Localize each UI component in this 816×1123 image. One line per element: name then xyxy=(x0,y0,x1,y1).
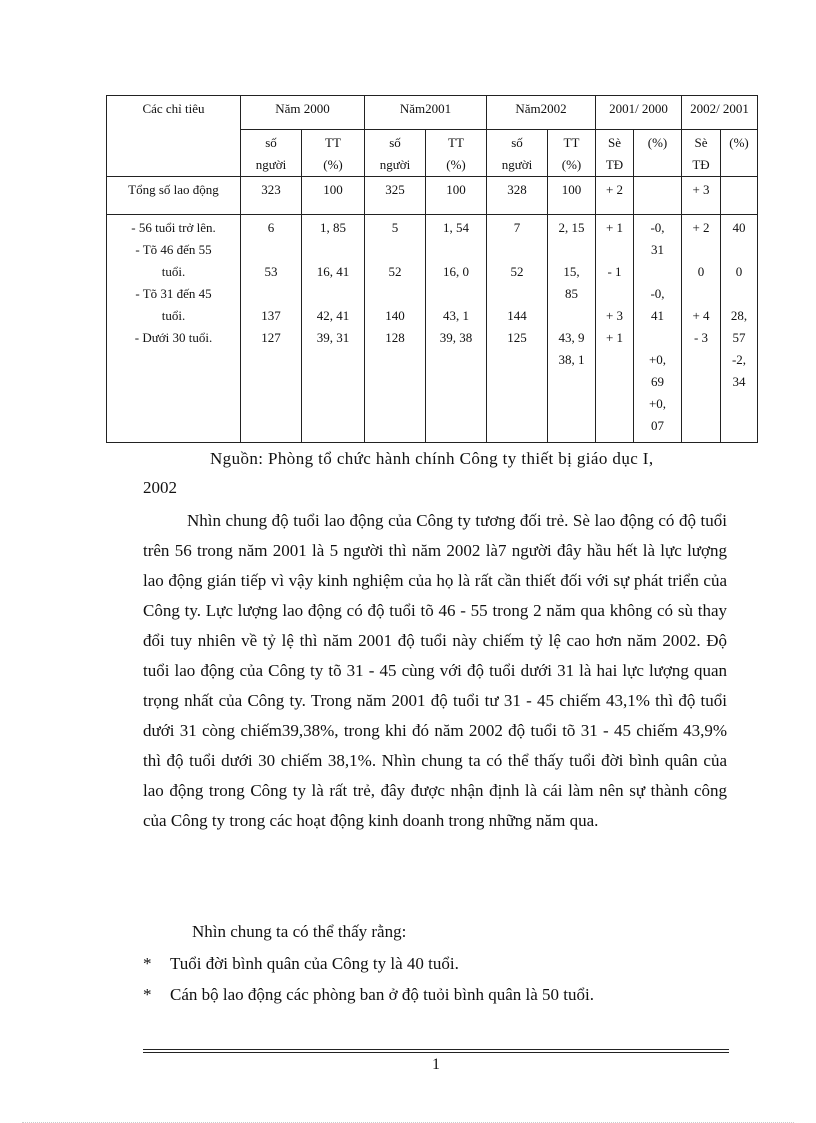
cell-line xyxy=(685,239,717,261)
bullet-text: Cán bộ lao động các phòng ban ở độ tuỏi bình quân là 50 tuổi. xyxy=(170,985,595,1004)
bullet-item xyxy=(143,985,594,1005)
cell-line: 57 xyxy=(732,330,746,345)
cell-line: 31 xyxy=(651,242,664,257)
cell-line xyxy=(244,239,298,261)
total-pct-change-2 xyxy=(721,177,758,215)
total-pct-2001: 100 xyxy=(426,177,487,215)
total-pct-2002: 100 xyxy=(548,177,596,215)
cell-line: 53 xyxy=(264,264,278,279)
subheader-count-2001: số người xyxy=(365,130,426,177)
bullet-item xyxy=(143,954,459,974)
total-pct-change-1 xyxy=(634,177,682,215)
cell-line: 41 xyxy=(651,308,664,323)
cell-line: + 1 xyxy=(605,330,624,345)
cell-line: 39, 38 xyxy=(439,330,473,345)
subheader-pct-change-1: (%) xyxy=(634,130,682,177)
cell-line: 128 xyxy=(385,330,405,345)
bullet-mark: * xyxy=(143,985,152,1004)
cell-line: 38, 1 xyxy=(558,352,585,367)
group-abs-change-2 xyxy=(682,215,721,443)
subheader-pct-change-2: (%) xyxy=(721,130,758,177)
cell-line: 16, 41 xyxy=(316,264,350,279)
source-note: Nguồn: Phòng tổ chức hành chính Công ty thiết bị giáo dục I, xyxy=(210,449,654,468)
cell-line: 1, 85 xyxy=(320,220,346,235)
subheader-count-2002: số người xyxy=(487,130,548,177)
header-year-2002: Năm2002 xyxy=(487,96,596,130)
total-count-2002: 328 xyxy=(487,177,548,215)
cell-line: 0 xyxy=(697,264,705,279)
cell-line: 16, 0 xyxy=(443,264,469,279)
cell-line: 43, 1 xyxy=(443,308,469,323)
group-count-2000 xyxy=(241,215,302,443)
cell-line xyxy=(724,283,754,305)
header-year-2001: Năm2001 xyxy=(365,96,487,130)
cell-line: +0, xyxy=(648,396,667,411)
cell-line: tuổi. xyxy=(161,264,186,279)
cell-line xyxy=(599,239,630,261)
cell-line xyxy=(368,283,422,305)
cell-line: 1, 54 xyxy=(443,220,469,235)
cell-line xyxy=(551,239,592,261)
cell-line xyxy=(551,305,592,327)
cell-line: + 2 xyxy=(692,220,710,235)
table-row-age-groups xyxy=(107,215,758,443)
subheader-pct-2002: TT (%) xyxy=(548,130,596,177)
cell-line: + 1 xyxy=(605,220,624,235)
cell-line: + 4 xyxy=(692,308,710,323)
cell-line: 43, 9 xyxy=(558,330,585,345)
source-year: 2002 xyxy=(143,478,177,497)
header-change-2001-2000: 2001/ 2000 xyxy=(596,96,682,130)
cell-line xyxy=(685,283,717,305)
cell-line xyxy=(490,239,544,261)
bullet-text: Tuổi đời bình quân của Công ty là 40 tuổi. xyxy=(170,954,459,973)
total-count-2001: 325 xyxy=(365,177,426,215)
header-year-2000: Năm 2000 xyxy=(241,96,365,130)
cell-line: 42, 41 xyxy=(316,308,350,323)
cell-line: - Tõ 31 đến 45 xyxy=(135,286,212,301)
group-pct-2002 xyxy=(548,215,596,443)
cell-line xyxy=(429,283,483,305)
cell-line xyxy=(368,239,422,261)
cell-line xyxy=(305,239,361,261)
cell-line: 40 xyxy=(732,220,746,235)
cell-line: 85 xyxy=(565,286,578,301)
total-pct-2000: 100 xyxy=(302,177,365,215)
header-change-2002-2001: 2002/ 2001 xyxy=(682,96,758,130)
cell-line: -2, xyxy=(731,352,747,367)
cell-line xyxy=(244,283,298,305)
subheader-pct-2000: TT (%) xyxy=(302,130,365,177)
group-pct-change-2 xyxy=(721,215,758,443)
cell-line: 2, 15 xyxy=(558,220,585,235)
subheader-abs-change-2: Sè TĐ xyxy=(682,130,721,177)
cell-line: 69 xyxy=(651,374,664,389)
cell-line xyxy=(305,283,361,305)
cell-line: - Dưới 30 tuổi. xyxy=(134,330,213,345)
group-abs-change-1 xyxy=(596,215,634,443)
cell-line: 137 xyxy=(261,308,281,323)
page-number: 1 xyxy=(432,1056,440,1073)
total-abs-change-1: + 2 xyxy=(596,177,634,215)
table-row-total xyxy=(107,177,758,215)
cell-line: 15, xyxy=(563,264,580,279)
cell-line: 39, 31 xyxy=(316,330,350,345)
cell-line xyxy=(429,239,483,261)
cell-line: -0, xyxy=(650,220,665,235)
group-labels xyxy=(107,215,241,443)
bullet-mark: * xyxy=(143,954,152,973)
cell-line: 0 xyxy=(735,264,743,279)
group-pct-2000 xyxy=(302,215,365,443)
cell-line: tuổi. xyxy=(161,308,186,323)
cell-line: 125 xyxy=(507,330,527,345)
cell-line: 5 xyxy=(391,220,399,235)
total-label: Tổng số lao động xyxy=(107,177,241,215)
labor-age-table xyxy=(106,95,758,443)
cell-line: - 1 xyxy=(607,264,622,279)
cell-line: 52 xyxy=(510,264,524,279)
cell-line: 7 xyxy=(513,220,521,235)
cell-line: 52 xyxy=(388,264,402,279)
cell-line: - 3 xyxy=(693,330,709,345)
summary-intro: Nhìn chung ta có thể thấy rằng: xyxy=(192,922,407,941)
cell-line: 144 xyxy=(507,308,527,323)
cell-line: + 3 xyxy=(605,308,624,323)
group-count-2002 xyxy=(487,215,548,443)
cell-line xyxy=(724,239,754,261)
cell-line: - Tõ 46 đến 55 xyxy=(135,242,212,257)
cell-line xyxy=(637,327,678,349)
analysis-paragraph: Nhìn chung độ tuổi lao động của Công ty tương đối trẻ. Sè lao động có độ tuổi trên 56 trong năm 2001 là 5 người thì năm 2002 là7 người đây hầu hết là lực lượng lao động gián tiếp vì vậy kinh nghiệm của họ là rất cần thiết đối với sự phát triển của Công ty. Lực lượng lao động có độ tuổi tõ 46 - 55 trong 2 năm qua không có sù thay đổi tuy nhiên về tỷ lệ thì năm 2001 độ tuổi này chiếm tỷ lệ cao hơn năm 2002. Độ tuổi lao động của Công ty tõ 31 - 45 cùng với độ tuổi dưới 31 là hai lực lượng quan trọng nhất của Công ty. Trong năm 2001 độ tuổi tư 31 - 45 chiếm 43,1% thì độ tuổi dưới 31 còng chiếm39,38%, trong khi đó năm 2002 độ tuổi tõ 31 - 45 chiếm 43,9% thì độ tuổi dưới 30 chiếm 38,1%. Nhìn chung ta có thể thấy tuổi đời bình quân của lao động trong Công ty là rất trẻ, đây được nhận định là cái làm nên sự thành công của Công ty trong các hoạt động kinh doanh trong những năm qua. xyxy=(143,511,727,830)
cell-line: 6 xyxy=(267,220,275,235)
cell-line xyxy=(599,283,630,305)
footer-rule xyxy=(143,1049,729,1050)
cell-line: - 56 tuổi trở lên. xyxy=(131,220,216,235)
cell-line xyxy=(637,261,678,283)
total-count-2000: 323 xyxy=(241,177,302,215)
footer-rule xyxy=(143,1052,729,1053)
subheader-pct-2001: TT (%) xyxy=(426,130,487,177)
cell-line: 34 xyxy=(732,374,746,389)
cell-line: +0, xyxy=(648,352,667,367)
cell-line: 140 xyxy=(385,308,405,323)
group-count-2001 xyxy=(365,215,426,443)
cell-line: 127 xyxy=(261,330,281,345)
cell-line: -0, xyxy=(650,286,665,301)
cell-line xyxy=(490,283,544,305)
group-pct-2001 xyxy=(426,215,487,443)
group-pct-change-1 xyxy=(634,215,682,443)
subheader-abs-change-1: Sè TĐ xyxy=(596,130,634,177)
header-criteria: Các chỉ tiêu xyxy=(107,96,241,177)
cell-line: 07 xyxy=(651,418,664,433)
subheader-count-2000: số người xyxy=(241,130,302,177)
cell-line: 28, xyxy=(730,308,748,323)
total-abs-change-2: + 3 xyxy=(682,177,721,215)
